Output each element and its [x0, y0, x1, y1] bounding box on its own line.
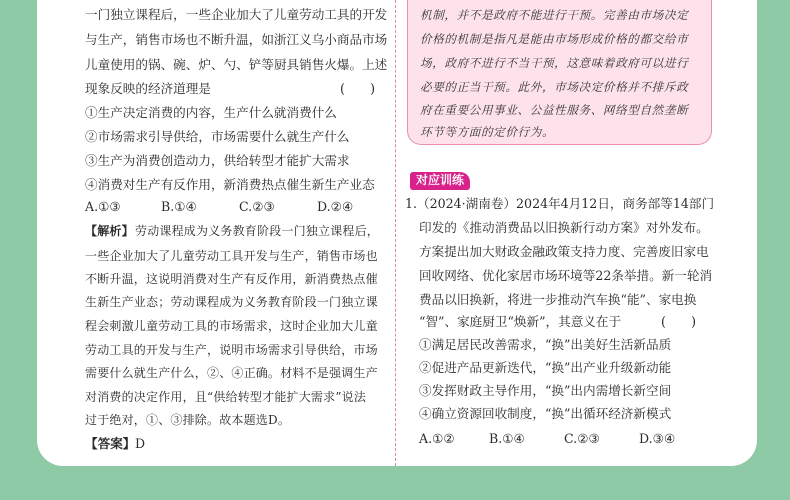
choice-row [85, 198, 385, 216]
analysis-line: 不断升温，这说明消费对生产有反作用，新消费热点催 [85, 272, 378, 286]
question-text-line: 费品以旧换新，将进一步推动汽车换“能”、家电换 [419, 292, 697, 307]
note-line: 环节等方面的定价行为。 [420, 125, 555, 139]
question-text-line: “智”、家庭厨卫“焕新”，其意义在于 [419, 314, 622, 329]
option-3: ③发挥财政主导作用，“换”出内需增长新空间 [419, 383, 672, 398]
question-text-line: 与生产，销售市场也不断升温，如浙江义乌小商品市场 [85, 32, 388, 47]
question-text-line: 方案提出加大财政金融政策支持力度、完善废旧家电 [419, 244, 709, 259]
question-text-line: 现象反映的经济道理是 [85, 81, 211, 96]
option-2: ②促进产品更新迭代，“换”出产业升级新动能 [419, 360, 672, 375]
analysis-line: 生新生产业态；劳动课程成为义务教育阶段一门独立课 [85, 295, 378, 309]
answer-paren: ( ) [340, 81, 376, 96]
choice-d: D.③④ [639, 431, 676, 446]
answer-label: 【答案】 [85, 436, 136, 451]
option-4: ④确立资源回收制度，“换”出循环经济新模式 [419, 406, 672, 421]
practice-tag: 对应训练 [410, 172, 470, 190]
choice-row [419, 430, 709, 448]
analysis-line: 对消费的决定作用，且“供给转型才能扩大需求”说法 [85, 390, 367, 404]
option-1: ①满足居民改善需求，“换”出美好生活新品质 [419, 337, 672, 352]
choice-a: A.①② [419, 431, 455, 446]
analysis-line: 一些企业加大了儿童劳动工具开发与生产，销售市场也 [85, 249, 378, 263]
option-2: ②市场需求引导供给，市场需要什么就生产什么 [85, 129, 350, 144]
choice-a: A.①③ [85, 199, 121, 214]
knowledge-note-box [407, 0, 712, 145]
analysis-line: 过于绝对，①、③排除。故本题选D。 [85, 413, 291, 427]
note-line: 场，政府不进行不当干预，这意味着政府可以进行 [420, 56, 689, 70]
choice-d: D.②④ [317, 199, 354, 214]
question-text-line: 1.（2024·湖南卷）2024年4月12日，商务部等14部门 [405, 196, 715, 211]
analysis-line: 劳动课程成为义务教育阶段一门独立课程后， [135, 224, 380, 238]
answer-value: D [135, 436, 146, 451]
note-line: 必要的正当干预。此外，市场决定价格并不排斥政 [420, 80, 689, 94]
answer-paren: ( ) [661, 314, 697, 329]
question-text-line: 印发的《推动消费品以旧换新行动方案》对外发布。 [419, 220, 709, 235]
option-3: ③生产为消费创造动力，供给转型才能扩大需求 [85, 153, 350, 168]
column-divider [395, 0, 396, 466]
option-4: ④消费对生产有反作用，新消费热点催生新生产业态 [85, 177, 375, 192]
choice-b: B.①④ [489, 431, 525, 446]
analysis-line: 程会刺激儿童劳动工具的市场需求，这时企业加大儿童 [85, 319, 378, 333]
analysis-line: 需要什么就生产什么，②、④正确。材料不是强调生产 [85, 366, 378, 380]
note-line: 机制，并不是政府不能进行干预。完善由市场决定 [420, 8, 689, 22]
note-line: 府在重要公用事业、公益性服务、网络型自然垄断 [420, 103, 689, 117]
note-line: 价格的机制是指凡是能由市场形成价格的都交给市 [420, 32, 689, 46]
question-text-line: 一门独立课程后，一些企业加大了儿童劳动工具的开发 [85, 7, 388, 22]
question-text-line: 回收网络、优化家居市场环境等22条举措。新一轮消 [419, 268, 713, 283]
choice-b: B.①④ [161, 199, 197, 214]
choice-c: C.②③ [564, 431, 600, 446]
analysis-line: 劳动工具的开发与生产，说明市场需求引导供给，市场 [85, 343, 378, 357]
question-text-line: 儿童使用的锅、碗、炉、勺、铲等厨具销售火爆。上述 [85, 57, 388, 72]
analysis-label: 【解析】 [85, 224, 134, 238]
option-1: ①生产决定消费的内容，生产什么就消费什么 [85, 105, 337, 120]
choice-c: C.②③ [239, 199, 275, 214]
